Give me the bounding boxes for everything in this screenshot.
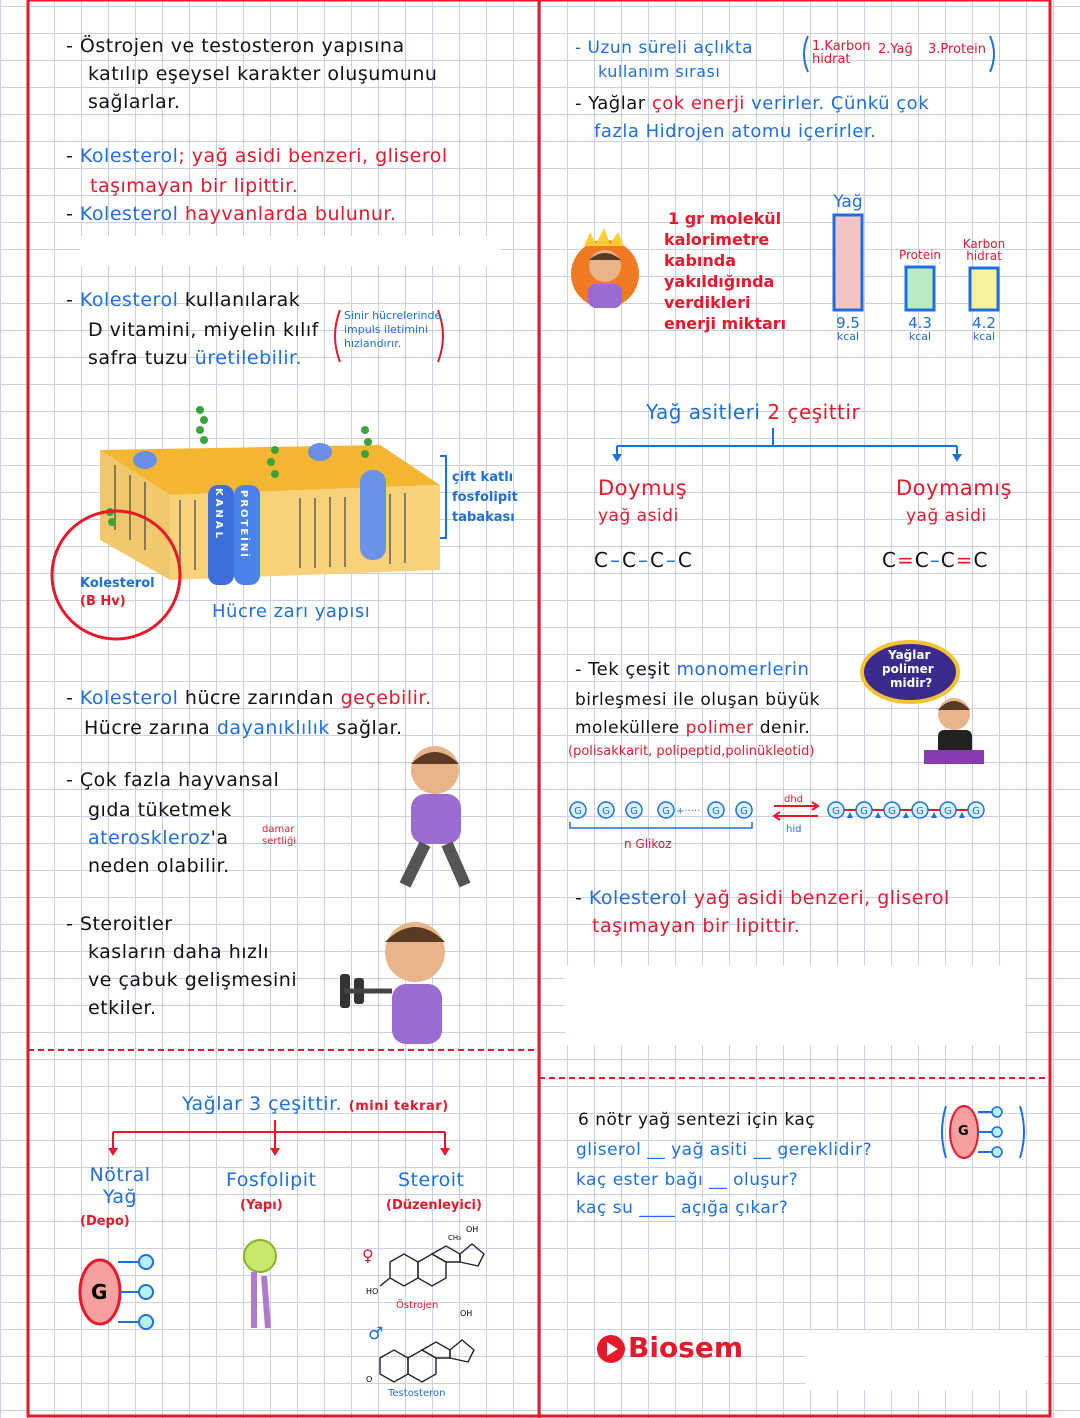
glucose-unit-label: G (662, 806, 670, 817)
glucose-unit-label: G (602, 806, 610, 817)
glucose-unit-label: G (630, 806, 638, 817)
kolesterol-word: Kolesterol (79, 289, 179, 311)
steroid-note-line3: ve çabuk gelişmesini (88, 969, 298, 991)
neutral-fat-small-icon (938, 1100, 1028, 1170)
calorimeter-6: enerji miktarı (664, 314, 787, 333)
type-phospholipid-role: (Yapı) (240, 1198, 283, 1213)
brand-name[interactable]: Biosem (628, 1331, 744, 1364)
glucose-unit-label: G (944, 806, 952, 817)
atom-c: C (621, 548, 638, 572)
kolesterol-def-text: ; yağ asidi benzeri, gliserol (178, 145, 448, 167)
question-line3: kaç ester bağı __ oluşur? (576, 1170, 799, 1190)
kolesterol-def2-line1: - Kolesterol yağ asidi benzeri, gliserol (575, 887, 950, 909)
calorimeter-3: kabında (664, 251, 737, 270)
kolesterol-membrane-text: hücre zarından (184, 687, 335, 709)
animal-food-line1: - Çok fazla hayvansal (66, 769, 280, 791)
glucose-unit-label: G (860, 806, 868, 817)
channel-label: KANAL (213, 488, 224, 541)
myelin-note-3: hızlandırır. (344, 337, 402, 350)
water-release-marker (847, 812, 853, 818)
female-symbol: ♀ (362, 1246, 374, 1265)
atom-c: C (882, 548, 897, 572)
atherosclerosis-word: ateroskleroz (88, 827, 211, 849)
saturated-formula: C–C–C–C (594, 548, 694, 572)
mini-review-note: (mini tekrar) (348, 1099, 449, 1114)
lipid-types-title (182, 1090, 449, 1118)
lipid-types-title-text: Yağlar 3 çeşittir. (182, 1093, 343, 1115)
kolesterol-usage-line1: - Kolesterol kullanılarak (66, 289, 301, 311)
called-text: denir. (759, 718, 811, 738)
water-release-marker (959, 812, 965, 818)
atom-c: C (594, 548, 610, 572)
monomer-text: monomerlerin (676, 659, 810, 680)
atom-c: C (940, 548, 956, 572)
steroid-note-line1: - Steroitler (66, 913, 173, 935)
svg-text:OH: OH (460, 1309, 473, 1318)
kolesterol-def2-text: yağ asidi benzeri, gliserol (693, 887, 950, 909)
fat-energy-line2: fazla Hidrojen atomu içerirler. (594, 121, 877, 142)
glucose-unit-label: G (972, 806, 980, 817)
kolesterol-def-line2: taşımayan bir lipittir. (90, 175, 299, 197)
fat-energy-reason: verirler. Çünkü çok (751, 93, 930, 114)
calorimeter-2: kalorimetre (664, 230, 770, 249)
calorimeter-5: verdikleri (664, 293, 751, 312)
neutral-g-letter: G (91, 1280, 108, 1304)
energy-unit-label: kcal (972, 330, 996, 343)
kolesterol-word: Kolesterol (588, 887, 688, 909)
monomer-ellipsis: +····· (676, 806, 701, 817)
glucose-unit-label: G (888, 806, 896, 817)
estrogen-label: Östrojen (396, 1300, 439, 1311)
kolesterol-usage-line3 (88, 344, 302, 372)
estrogen-note-line2: katılıp eşeysel karakter oluşumunu (88, 63, 438, 85)
bilayer-label-1: çift katlı (452, 470, 514, 485)
unsaturated-sub: yağ asidi (906, 506, 987, 526)
backward-label: hid (786, 824, 802, 835)
energy-bar (970, 268, 998, 310)
water-release-marker (875, 812, 881, 818)
polymer-line2: birleşmesi ile oluşan büyük (575, 690, 820, 710)
kolesterol-circle-label: Kolesterol (80, 576, 155, 591)
svg-text:OH: OH (466, 1225, 479, 1234)
testosterone-label: Testosteron (388, 1388, 446, 1399)
dumbbell-character (330, 912, 470, 1052)
calorimeter-1: 1 gr molekül (668, 209, 782, 228)
question-line4: kaç su ____ açığa çıkar? (576, 1198, 789, 1218)
blank-patch (805, 1330, 1045, 1390)
unsaturated-label: Doymamış (896, 476, 1013, 500)
question-line2: gliserol __ yağ asiti __ gereklidir? (576, 1140, 873, 1160)
energy-category-label: Karbon hidrat (962, 237, 1006, 263)
bubble-line-2: polimer (882, 662, 934, 676)
energy-value-label: 4.2 (972, 314, 996, 332)
atom-c: C (914, 548, 930, 572)
double-bond: = (896, 548, 915, 572)
youtube-icon (596, 1334, 626, 1364)
animal-food-line3 (88, 824, 229, 852)
steroid-note-line4: etkiler. (88, 997, 157, 1019)
hunger-order-3: 3.Protein (928, 42, 986, 57)
energy-value-label: 9.5 (836, 314, 860, 332)
animal-food-line2: gıda tüketmek (88, 799, 232, 821)
kolesterol-usage-line2: D vitamini, miyelin kılıf (88, 319, 319, 341)
atom-c: C (677, 548, 694, 572)
glucose-unit-label: G (712, 806, 720, 817)
kolesterol-animals-text: hayvanlarda bulunur. (184, 203, 397, 225)
damar-note-2: sertliği (262, 836, 297, 847)
atom-c: C (649, 548, 666, 572)
kolesterol-word: Kolesterol (79, 145, 179, 167)
energy-category-label: Protein (898, 248, 942, 262)
hot-face-avatar (570, 226, 640, 316)
safra-tuzu: safra tuzu (88, 347, 189, 369)
bilayer-label-3: tabakası (452, 510, 515, 525)
fatty-acid-title (646, 398, 860, 426)
svg-text:CH₃: CH₃ (448, 1234, 461, 1242)
passes-text: geçebilir. (340, 687, 432, 709)
lipid-types-tree (105, 1120, 465, 1160)
myelin-note-2: impuls iletimini (344, 323, 429, 336)
type-neutral-name: Nötral Yağ (89, 1164, 151, 1208)
forward-label: dhd (784, 794, 804, 805)
much-energy-text: çok enerji (651, 93, 745, 114)
bubble-line-3: midir? (890, 676, 933, 690)
kolesterol-def-line1: - Kolesterol; yağ asidi benzeri, gliserol (66, 145, 448, 167)
blank-patch (565, 965, 1025, 1045)
provides-text: sağlar. (336, 717, 403, 739)
stomach-ache-character (375, 740, 485, 890)
energy-value-label: 4.3 (908, 314, 932, 332)
membrane-text: Hücre zarına (84, 717, 211, 739)
testosterone-structure (360, 1306, 500, 1396)
steroid-note-line2: kasların daha hızlı (88, 941, 270, 963)
bubble-line-1: Yağlar (888, 648, 931, 662)
kolesterol-membrane-line1: - Kolesterol hücre zarından geçebilir. (66, 687, 432, 709)
fatty-acid-title-b: 2 çeşittir (767, 400, 861, 424)
produced-text: üretilebilir. (194, 347, 303, 369)
hunger-order-2: 2.Yağ (878, 42, 913, 57)
energy-bar (906, 267, 934, 310)
glucose-unit-label: G (740, 806, 748, 817)
double-bond: = (955, 548, 974, 572)
estrogen-structure (360, 1222, 500, 1312)
water-release-marker (931, 812, 937, 818)
molecules-text: moleküllere (575, 718, 680, 738)
glucose-unit-label: G (832, 806, 840, 817)
kolesterol-animals: - Kolesterol hayvanlarda bulunur. (66, 203, 397, 225)
type-neutral-role: (Depo) (80, 1214, 130, 1229)
polymer-lead: - Tek çeşit (575, 659, 671, 680)
animal-food-line4: neden olabilir. (88, 855, 230, 877)
polymer-examples: (polisakkarit, polipeptid,polinükleotid) (568, 744, 815, 759)
bilayer-label-2: fosfolipit (452, 490, 518, 505)
single-bond: – (929, 548, 941, 572)
polymer-line3 (575, 714, 810, 742)
kolesterol-word: Kolesterol (79, 203, 179, 225)
energy-unit-label: kcal (908, 330, 932, 343)
kolesterol-circle-sub: (B Hv) (80, 594, 126, 609)
estrogen-note-line3: sağlarlar. (88, 91, 181, 113)
question-line1: 6 nötr yağ sentezi için kaç (578, 1110, 816, 1130)
atom-c: C (973, 548, 989, 572)
durability-text: dayanıklılık (216, 717, 330, 739)
kolesterol-membrane-line2 (84, 714, 403, 742)
energy-unit-label: kcal (836, 330, 860, 343)
male-symbol: ♂ (368, 1324, 384, 1344)
kolesterol-word: Kolesterol (79, 687, 179, 709)
type-phospholipid-name: Fosfolipit (226, 1169, 317, 1191)
polymer-word: polimer (685, 718, 754, 738)
blank-patch (80, 236, 500, 266)
svg-text:O: O (366, 1375, 373, 1384)
fatty-acid-title-a: Yağ asitleri (646, 400, 761, 424)
damar-note-1: damar (262, 824, 295, 835)
type-steroid-role: (Düzenleyici) (386, 1198, 482, 1213)
calorimeter-4: yakıldığında (664, 272, 775, 291)
glucose-unit-label: G (574, 806, 582, 817)
backward-arrow (774, 812, 818, 820)
hunger-line2: kullanım sırası (598, 62, 721, 81)
svg-text:HO: HO (366, 1287, 379, 1296)
energy-category-label: Yağ (833, 192, 863, 212)
saturated-sub: yağ asidi (598, 506, 679, 526)
glucose-unit-label: G (916, 806, 924, 817)
energy-bar-chart (820, 180, 1020, 343)
polymer-line1 (575, 656, 809, 684)
small-g-letter: G (958, 1124, 969, 1139)
fat-energy-lead: - Yağlar (575, 93, 646, 114)
kolesterol-def2-line2: taşımayan bir lipittir. (592, 915, 801, 937)
protein-label: PROTEİNİ (238, 490, 249, 559)
kolesterol-usage-text: kullanılarak (184, 289, 301, 311)
monomer-bracket (570, 822, 752, 828)
estrogen-note-line1: - Östrojen ve testosteron yapısına (66, 35, 405, 57)
myelin-note-1: Sinir hücrelerinde (344, 309, 442, 322)
membrane-caption: Hücre zarı yapısı (212, 601, 371, 622)
fat-energy-line1 (575, 90, 929, 118)
hunger-line1: - Uzun süreli açlıkta (575, 38, 754, 58)
phospholipid-icon (238, 1236, 288, 1336)
neutral-fat-icon (72, 1244, 162, 1344)
glucose-label: n Glikoz (624, 837, 672, 851)
saturated-label: Doymuş (598, 476, 688, 500)
water-release-marker (903, 812, 909, 818)
fatty-acid-tree (605, 428, 965, 468)
energy-bar (834, 215, 862, 310)
hunger-order-1: 1.Karbon hidrat (812, 39, 871, 67)
atherosclerosis-suffix: 'a (210, 827, 229, 849)
unsaturated-formula (882, 546, 988, 574)
type-steroid-name: Steroit (398, 1169, 465, 1191)
